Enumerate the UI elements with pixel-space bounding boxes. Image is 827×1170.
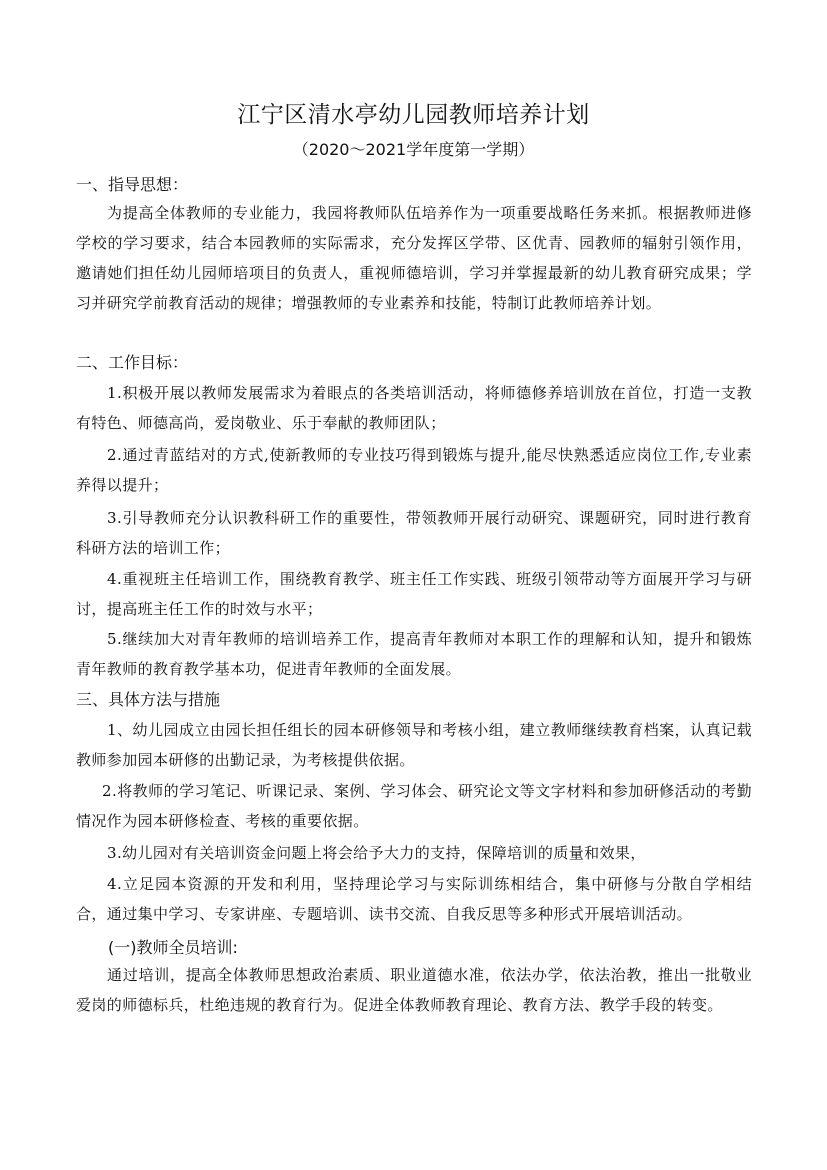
goal-item-1: 1.积极开展以教师发展需求为着眼点的各类培训活动，将师德修养培训放在首位，打造一支教有特色、师德高尚，爱岗敬业、乐于奉献的教师团队； <box>76 384 752 432</box>
method-item-1: 1、幼儿园成立由园长担任组长的园本研修领导和考核小组，建立教师继续教育档案，认真记载教师参加园本研修的出勤记录，为考核提供依据。 <box>76 721 752 769</box>
goal-item-5: 5.继续加大对青年教师的培训培养工作，提高青年教师对本职工作的理解和认知，提升和锻炼青年教师的教育教学基本功，促进青年教师的全面发展。 <box>76 630 752 678</box>
section-heading-methods: 三、具体方法与措施 <box>76 690 221 709</box>
subsection-paragraph-all-staff-training: 通过培训，提高全体教师思想政治素质、职业道德水准，依法办学，依法治教，推出一批敬业爱岗的师德标兵，杜绝违规的教育行为。促进全体教师教育理论、教育方法、教学手段的转变。 <box>76 966 752 1014</box>
method-item-4: 4.立足园本资源的开发和利用，坚持理论学习与实际训练相结合，集中研修与分散自学相结合，通过集中学习、专家讲座、专题培训、读书交流、自我反思等多种形式开展培训活动。 <box>76 875 752 923</box>
goal-item-2: 2.通过青蓝结对的方式,使新教师的专业技巧得到锻炼与提升,能尽快熟悉适应岗位工作,专业素养得以提升； <box>76 446 752 494</box>
document-subtitle: （2020～2021学年度第一学期） <box>292 140 535 159</box>
section-paragraph-guiding-thought: 为提高全体教师的专业能力，我园将教师队伍培养作为一项重要战略任务来抓。根据教师进修学校的学习要求，结合本园教师的实际需求，充分发挥区学带、区优青、园教师的辐射引领作用，邀请她们担任幼儿园师培项目的负责人，重视师德培训，学习并掌握最新的幼儿教育研究成果；学习并研究学前教育活动的规律；增强教师的专业素养和技能，特制订此教师培养计划。 <box>76 204 752 312</box>
method-item-2: 2.将教师的学习笔记、听课记录、案例、学习体会、研究论文等文字材料和参加研修活动的考勤情况作为园本研修检查、考核的重要依据。 <box>76 782 752 830</box>
goal-item-4: 4.重视班主任培训工作，围绕教育教学、班主任工作实践、班级引领带动等方面展开学习与研讨，提高班主任工作的时效与水平； <box>76 570 752 618</box>
section-heading-work-goals: 二、工作目标： <box>76 353 189 372</box>
section-heading-guiding-thought: 一、指导思想： <box>76 175 189 194</box>
document-title: 江宁区清水亭幼儿园教师培养计划 <box>237 102 590 128</box>
goal-item-3: 3.引导教师充分认识教科研工作的重要性，带领教师开展行动研究、课题研究，同时进行教育科研方法的培训工作； <box>76 509 752 557</box>
subsection-heading-all-staff-training: (一)教师全员培训: <box>108 938 238 957</box>
method-item-3: 3.幼儿园对有关培训资金问题上将会给予大力的支持，保障培训的质量和效果， <box>107 844 646 862</box>
